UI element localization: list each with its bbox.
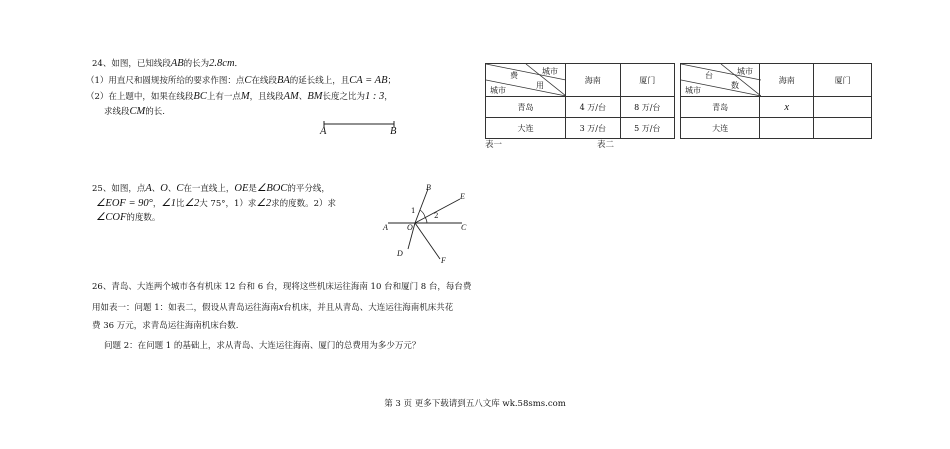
corner-mid2-label: 数 bbox=[731, 81, 739, 90]
point-o-label: O bbox=[407, 223, 413, 232]
table-cell: 8 万/台 bbox=[620, 97, 674, 118]
table-row bbox=[486, 97, 675, 118]
corner-bottom-label: 城市 bbox=[490, 86, 506, 95]
table-cell: x bbox=[760, 97, 814, 118]
angle-figure-drawing bbox=[380, 183, 470, 265]
row-city: 青岛 bbox=[681, 97, 760, 118]
page-footer: 第 3 页 更多下载请到五八文库 wk.58sms.com bbox=[384, 399, 566, 409]
point-c-label: C bbox=[461, 223, 467, 232]
table-cell: 5 万/台 bbox=[620, 118, 674, 139]
col-header-xiamen: 厦门 bbox=[620, 64, 674, 97]
count-table bbox=[680, 63, 872, 139]
point-b-label: B bbox=[390, 126, 397, 137]
angle-1-label: 1 bbox=[411, 207, 416, 215]
ray-ob bbox=[415, 189, 428, 223]
col-header-hainan: 海南 bbox=[566, 64, 620, 97]
col-header-hainan: 海南 bbox=[760, 64, 814, 97]
point-b-label: B bbox=[426, 183, 431, 192]
point-a-label: A bbox=[320, 126, 327, 137]
table2-caption: 表二 bbox=[597, 140, 615, 150]
q26-line2: 用如表一：问题 1：如表二，假设从青岛运往海南x台机床，并且从青岛、大连运往海南机床共花 bbox=[92, 302, 454, 313]
ray-of bbox=[415, 223, 440, 259]
table1-caption: 表一 bbox=[485, 140, 503, 150]
q24-line3: （2）在上题中，如果在线段BC上有一点M，且线段AM、BM长度之比为1 : 3， bbox=[86, 91, 393, 102]
segment-ab-figure bbox=[318, 118, 402, 138]
q26-line1: 26、青岛、大连两个城市各有机床 12 台和 6 台，现将这些机床运往海南 10 台和厦门 8 台，每台费 bbox=[92, 282, 472, 292]
table-row bbox=[486, 118, 675, 139]
corner-top-label: 城市 bbox=[737, 67, 753, 76]
q24-line2: （1）用直尺和圆规按所给的要求作图：点C在线段BA的延长线上，且CA = AB； bbox=[86, 75, 397, 86]
row-city: 大连 bbox=[486, 118, 566, 139]
cost-table bbox=[485, 63, 675, 139]
corner-mid2-label: 用 bbox=[536, 81, 544, 90]
point-d-label: D bbox=[397, 249, 403, 258]
q25-line1: 25、如图，点A、O、C在一直线上，OE是∠BOC的平分线， bbox=[92, 183, 330, 194]
corner-bottom-label: 城市 bbox=[685, 86, 701, 95]
angle-1-arc bbox=[420, 210, 425, 217]
cost-table-corner-header bbox=[486, 64, 566, 97]
count-table-corner-header bbox=[681, 64, 760, 97]
angle-2-arc bbox=[425, 217, 427, 223]
point-a-label: A bbox=[383, 223, 388, 232]
q24-line1: 24、如图，已知线段AB的长为2.8cm． bbox=[92, 58, 244, 69]
corner-mid1-label: 费 bbox=[510, 71, 518, 80]
row-city: 大连 bbox=[681, 118, 760, 139]
q25-line3: ∠COF的度数。 bbox=[96, 212, 161, 223]
row-city: 青岛 bbox=[486, 97, 566, 118]
q26-line3: 费 36 万元，求青岛运往海南机床台数. bbox=[92, 321, 239, 331]
table-cell bbox=[814, 118, 872, 139]
angle-figure bbox=[380, 183, 470, 265]
angle-2-label: 2 bbox=[434, 212, 439, 220]
corner-mid1-label: 台 bbox=[705, 71, 713, 80]
point-e-label: E bbox=[460, 192, 465, 201]
q25-line2: ∠EOF = 90°，∠1比∠2大 75°，1）求∠2求的度数。2）求 bbox=[96, 198, 337, 209]
table-cell bbox=[760, 118, 814, 139]
table-cell bbox=[814, 97, 872, 118]
table-row bbox=[681, 97, 872, 118]
q24-line4: 求线段CM的长. bbox=[104, 106, 165, 117]
corner-top-label: 城市 bbox=[542, 67, 558, 76]
table-cell: 3 万/台 bbox=[566, 118, 620, 139]
table-cell: 4 万/台 bbox=[566, 97, 620, 118]
table-row bbox=[681, 118, 872, 139]
point-f-label: F bbox=[441, 256, 446, 265]
col-header-xiamen: 厦门 bbox=[814, 64, 872, 97]
q26-line4: 问题 2：在问题 1 的基础上，求从青岛、大连运往海南、厦门的总费用为多少万元？ bbox=[104, 341, 421, 351]
